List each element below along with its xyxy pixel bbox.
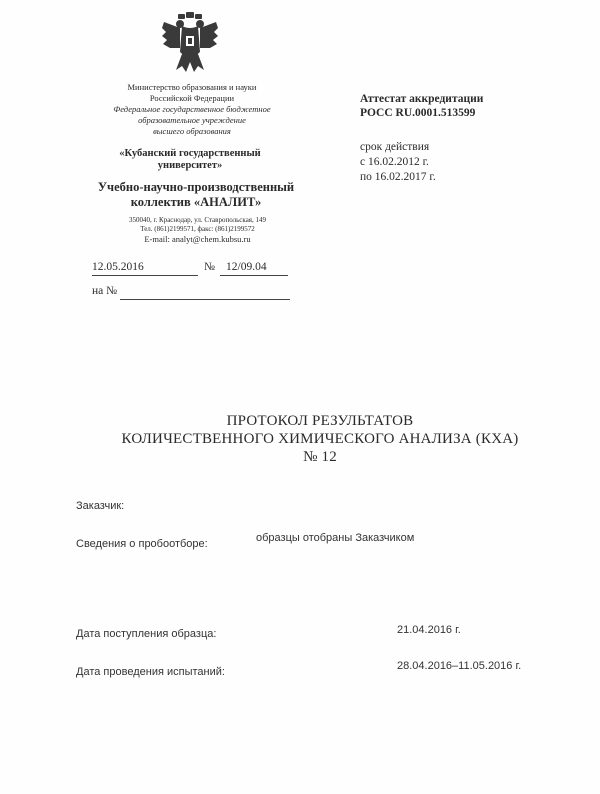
team-name — [86, 180, 306, 210]
reply-underline — [120, 299, 290, 300]
ministry-block — [92, 82, 292, 137]
validity-block — [360, 140, 436, 185]
institution-line-1: Федеральное государственное бюджетное — [113, 104, 271, 114]
receipt-date-label: Дата поступления образца: — [76, 628, 217, 640]
date-underline — [92, 275, 198, 276]
coat-of-arms-emblem — [160, 12, 220, 74]
team-line-1: Учебно-научно-производственный — [97, 180, 295, 194]
federation-line: Российской Федерации — [149, 93, 235, 103]
accreditation-block — [360, 92, 483, 120]
title-line-2: КОЛИЧЕСТВЕННОГО ХИМИЧЕСКОГО АНАЛИЗА (КХА) — [121, 431, 519, 447]
reply-label: на № — [92, 285, 118, 297]
registration-number: 12/09.04 — [226, 261, 267, 273]
institution-line-2: образовательное учреждение — [138, 115, 246, 125]
institution-line-3: высшего образования — [153, 126, 231, 136]
phones-line: Тел. (861)2199571, факс: (861)2199572 — [140, 225, 255, 233]
validity-from: с 16.02.2012 г. — [360, 156, 429, 168]
validity-to: по 16.02.2017 г. — [360, 171, 436, 183]
title-line-1: ПРОТОКОЛ РЕЗУЛЬТАТОВ — [226, 413, 414, 429]
testing-dates-label: Дата проведения испытаний: — [76, 666, 225, 678]
number-label: № — [204, 261, 215, 273]
university-line-1: «Кубанский государственный — [119, 148, 261, 159]
sampling-label: Сведения о пробоотборе: — [76, 538, 208, 550]
email-line: E-mail: analyt@chem.kubsu.ru — [144, 234, 251, 244]
title-line-3: № 12 — [303, 449, 337, 465]
ministry-line: Министерство образования и науки — [127, 82, 257, 92]
university-name — [100, 148, 280, 172]
registration-date: 12.05.2016 — [92, 261, 144, 273]
accreditation-number: РОСС RU.0001.513599 — [360, 107, 476, 119]
contacts-block — [110, 216, 285, 245]
validity-label: срок действия — [360, 141, 430, 153]
number-underline — [220, 275, 288, 276]
testing-dates-value: 28.04.2016–11.05.2016 г. — [397, 660, 522, 672]
protocol-title — [60, 412, 580, 466]
accreditation-title: Аттестат аккредитации — [360, 93, 484, 105]
receipt-date-value: 21.04.2016 г. — [397, 624, 461, 636]
university-line-2: университет» — [157, 160, 223, 171]
customer-label: Заказчик: — [76, 500, 125, 512]
sampling-value: образцы отобраны Заказчиком — [256, 532, 415, 544]
address-line: 350040, г. Краснодар, ул. Ставропольская, 149 — [128, 216, 267, 224]
team-line-2: коллектив «АНАЛИТ» — [130, 195, 262, 209]
